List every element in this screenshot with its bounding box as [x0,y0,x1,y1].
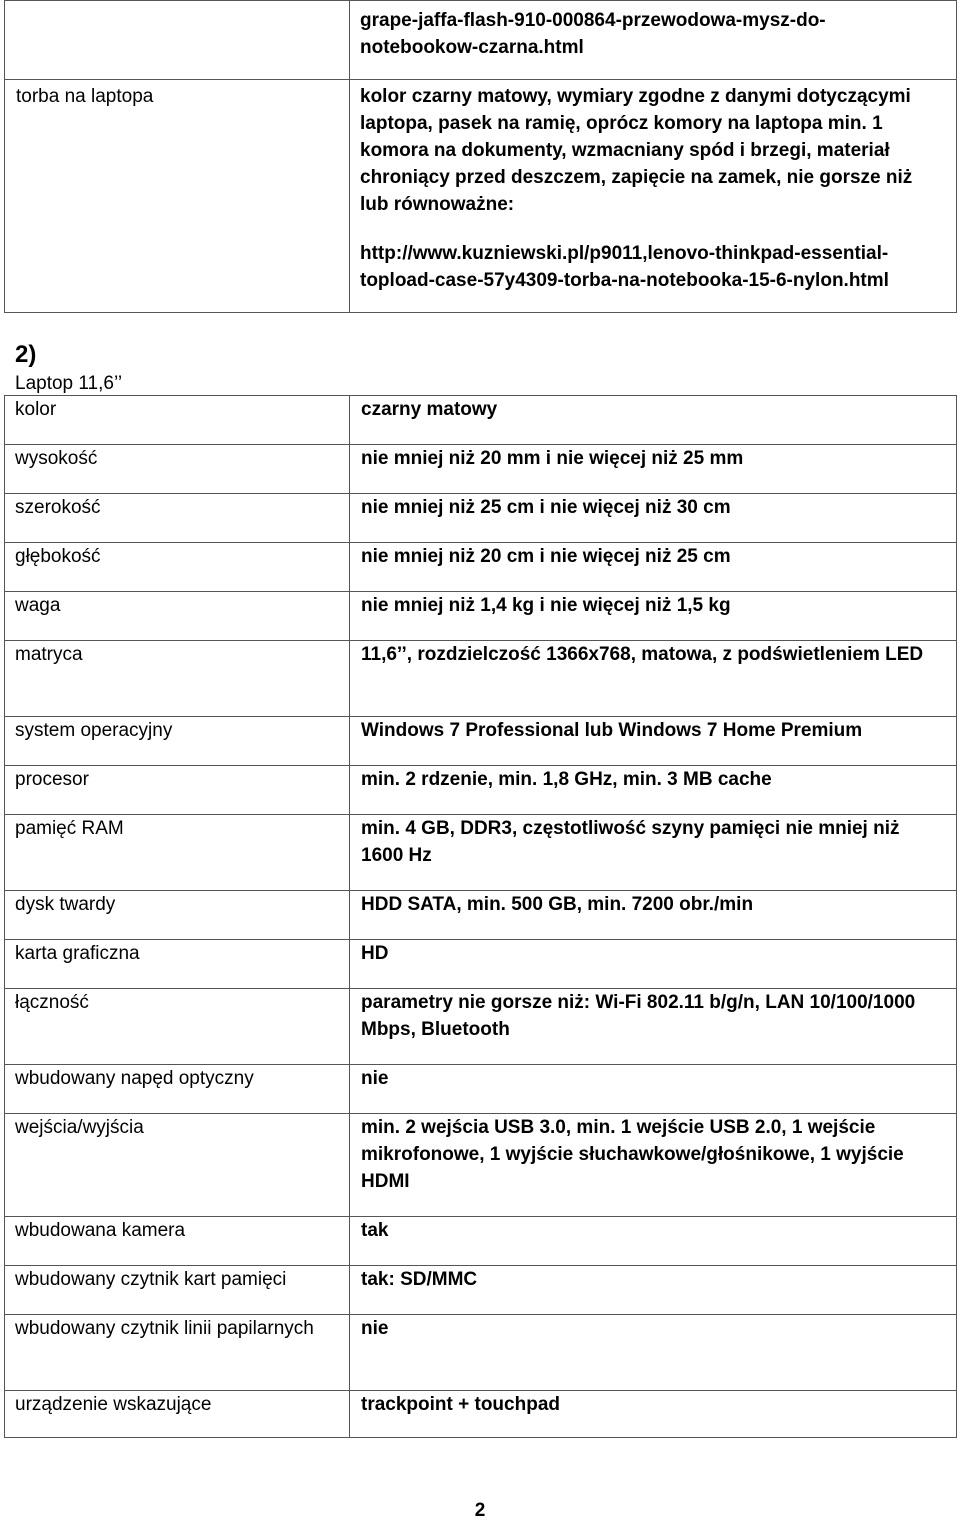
prev-link-cell [350,1,957,80]
spec-row [5,815,957,891]
spec-row [5,494,957,543]
spec-label: głębokość [5,543,350,592]
spec-row [5,543,957,592]
spec-value: min. 2 rdzenie, min. 1,8 GHz, min. 3 MB cache [350,766,957,815]
spec-value: nie mniej niż 20 cm i nie więcej niż 25 cm [350,543,957,592]
spec-value: nie mniej niż 20 mm i nie więcej niż 25 mm [350,445,957,494]
laptop-bag-label-cell [5,80,350,313]
spec-label: wysokość [5,445,350,494]
prev-link-line-1[interactable]: grape-jaffa-flash-910-000864-przewodowa-mysz-do- [360,10,826,31]
spec-label: wbudowany napęd optyczny [5,1065,350,1114]
spec-value: min. 4 GB, DDR3, częstotliwość szyny pamięci nie mniej niż 1600 Hz [350,815,957,891]
spec-value: Windows 7 Professional lub Windows 7 Home Premium [350,717,957,766]
laptop-bag-spec-cell [350,80,957,313]
prev-link-line-2[interactable]: notebookow-czarna.html [360,37,584,58]
spec-label: szerokość [5,494,350,543]
previous-spec-table [4,0,957,313]
spec-value: tak: SD/MMC [350,1266,957,1315]
spec-value: czarny matowy [350,396,957,445]
spec-value: trackpoint + touchpad [350,1391,957,1438]
spec-row [5,445,957,494]
section-number: 2) [15,341,37,368]
spec-row [5,592,957,641]
spec-row [5,891,957,940]
spec-label: pamięć RAM [5,815,350,891]
spec-row [5,1065,957,1114]
spec-label: kolor [5,396,350,445]
spec-label: wbudowany czytnik linii papilarnych [5,1315,350,1391]
spec-label: karta graficzna [5,940,350,989]
spec-row [5,641,957,717]
page-number: 2 [474,1500,486,1521]
spec-label: wejścia/wyjścia [5,1114,350,1217]
spec-row [5,1391,957,1438]
laptop-spec-table [4,395,957,1438]
spec-row [5,940,957,989]
empty-label-cell [5,1,350,80]
section-title: Laptop 11,6’’ [15,373,123,394]
spec-label: wbudowana kamera [5,1217,350,1266]
spec-value: tak [350,1217,957,1266]
spec-row [5,717,957,766]
laptop-bag-description: kolor czarny matowy, wymiary zgodne z danymi dotyczącymi laptopa, pasek na ramię, oprócz komory na laptopa min. 1 komora na dokumenty, wzmacniany spód i brzegi, materiał chroniący przed deszczem, zapięcie na zamek, nie gorsze niż lub równoważne: [360,86,913,215]
spec-value: HD [350,940,957,989]
spec-value: 11,6’’, rozdzielczość 1366x768, matowa, z podświetleniem LED [350,641,957,717]
spec-value: nie [350,1315,957,1391]
spec-row [5,766,957,815]
spec-label: procesor [5,766,350,815]
spec-label: matryca [5,641,350,717]
spec-label: urządzenie wskazujące [5,1391,350,1438]
spec-value: parametry nie gorsze niż: Wi-Fi 802.11 b/g/n, LAN 10/100/1000 Mbps, Bluetooth [350,989,957,1065]
laptop-bag-link-line-2[interactable]: topload-case-57y4309-torba-na-notebooka-15-6-nylon.html [360,270,889,291]
laptop-bag-link-line-1[interactable]: http://www.kuzniewski.pl/p9011,lenovo-thinkpad-essential- [360,243,889,264]
spec-label: wbudowany czytnik kart pamięci [5,1266,350,1315]
spec-value: nie mniej niż 25 cm i nie więcej niż 30 cm [350,494,957,543]
spec-value: nie [350,1065,957,1114]
laptop-bag-label: torba na laptopa [16,86,154,107]
spec-row [5,1266,957,1315]
spec-label: waga [5,592,350,641]
spec-label: łączność [5,989,350,1065]
spec-value: HDD SATA, min. 500 GB, min. 7200 obr./min [350,891,957,940]
spec-value: min. 2 wejścia USB 3.0, min. 1 wejście USB 2.0, 1 wejście mikrofonowe, 1 wyjście słuchawkowe/głośnikowe, 1 wyjście HDMI [350,1114,957,1217]
spec-label: dysk twardy [5,891,350,940]
spec-row [5,1315,957,1391]
spec-row [5,1217,957,1266]
spec-row [5,1114,957,1217]
spec-row [5,989,957,1065]
spec-label: system operacyjny [5,717,350,766]
spec-row [5,396,957,445]
spec-value: nie mniej niż 1,4 kg i nie więcej niż 1,5 kg [350,592,957,641]
